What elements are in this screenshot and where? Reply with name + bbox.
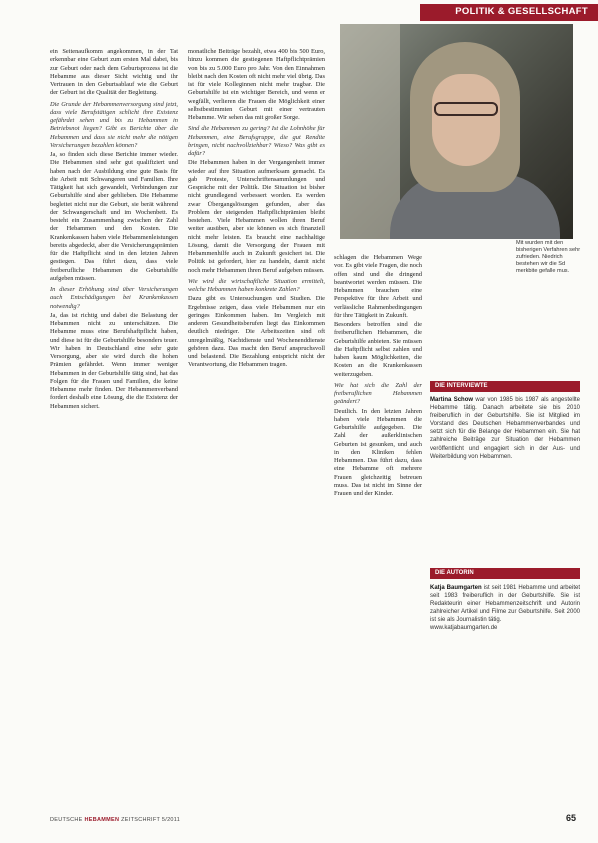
question: Wie hat sich die Zahl der freiberuflichen Hebammen geändert? — [334, 381, 422, 406]
box-header-author: DIE AUTORIN — [430, 568, 580, 579]
interviewee-name: Martina Schow — [430, 397, 474, 403]
footer — [50, 817, 180, 823]
paragraph: schlagen die Hebammen Wege vor. Es gibt viele Fragen, die noch offen sind und die dringend beantwortet werden müssen. Die Hebammen brauchen eine Perspektive für ihre Arbeit und verlässliche Rahmenbedingungen für ihre Tätigkeit in Zukunft. — [334, 254, 422, 319]
footer-right: ZEITSCHRIFT 5/2011 — [121, 817, 181, 823]
paragraph: Deutlich. In den letzten Jahren haben viele Hebammen die Geburtshilfe aufgegeben. Die Zahl der außerklinischen Geburten ist gesunken, und auch in den Kliniken fehlen Hebammen. Das führt dazu, dass eine Hebamme oft mehrere Frauen gleichzeitig betreuen muss. Das ist nicht im Sinne der Frauen und der Kinder. — [334, 407, 422, 497]
portrait-photo — [340, 24, 573, 239]
section-header — [420, 4, 598, 21]
question: In dieser Erhöhung sind über Versicherungen auch Entschädigungen bei Krankenkassen notwendig? — [50, 286, 178, 310]
column-3 — [334, 254, 422, 499]
footer-left: DEUTSCHE — [50, 817, 83, 823]
interviewee-box — [430, 396, 580, 461]
paragraph: Ja, das ist richtig und dabei die Belastung der Hebammen nicht zu unterschätzen. Die Hebamme muss eine Berufshaftpflicht haben, und diese ist für die Geburtshilfe besonders teuer. Wir haben in Deutschland eine sehr gute Versorgung, aber sie wird durch die hohen Prämien gefährdet. Wenn immer weniger Hebammen in der Geburtshilfe tätig sind, hat das Folgen für die Frauen und Familien, die keine Hebamme mehr finden. Der Hebammenverband fordert deshalb eine Lösung, die die Existenz der Hebammen sichert. — [50, 311, 178, 410]
photo-caption: Mit wurden mit den bisherigen Verfahren sehr zufrieden. Niedrich bestehen wir die Sd merkbite gefalle mus. — [516, 240, 581, 274]
author-website-link[interactable]: www.katjabaumgarten.de — [430, 625, 498, 632]
paragraph: ein Seitenaufkomm angekommen, in der Tat erkennbar eine Geburt zum ersten Mal dabei, bis zur Geburt oder nach dem Geburtsprozess ist die Hebamme aus dieser Sicht wichtig und ihr Vertrauen in den Geburtsablauf wie die Geburt der Geburt ist die Qualität der Begleitung. — [50, 48, 178, 97]
column-2 — [188, 48, 325, 371]
section-title: POLITIK & GESELLSCHAFT — [455, 6, 588, 17]
box-header-interviewee: DIE INTERVIEWTE — [430, 381, 580, 392]
question: Die Grunde der Hebammenversorgung sind jetzt, dass viele Berufstätigen schlicht ihre Existenz gefährdet sehen und bis zu Hebammen in Betriebsnot liegen? Gibt es Berichte über die Hebammen und dass sie nicht mehr die nötigen Versicherungen bezahlen können? — [50, 100, 178, 149]
paragraph: Dazu gibt es Untersuchungen und Studien. Die Ergebnisse zeigen, dass viele Hebammen nur ein geringes Einkommen haben. Im Vergleich mit anderen Gesundheitsberufen liegt das Einkommen deutlich niedriger. Die Arbeitszeiten sind oft unregelmäßig, Nachtdienste und Wochenenddienste gehören dazu. Das macht den Beruf anspruchsvoll und belastend. Die Bezahlung entspricht nicht der Verantwortung, die Hebammen tragen. — [188, 295, 325, 369]
interviewee-bio: war von 1985 bis 1987 als angestellte Hebamme tätig. Danach arbeitete sie bis 2010 freiberuflich in der Geburtshilfe. Sie ist Mitglied im Vorstand des Deutschen Hebammenverbandes und setzt sich für die Belange der Hebammen ein. Sie hat zahlreiche Beiträge zur Situation der Hebammen veröffentlicht und engagiert sich in der Aus- und Weiterbildung von Hebammen. — [430, 397, 581, 460]
author-name: Katja Baumgarten — [430, 585, 482, 591]
question: Wie wird die wirtschaftliche Situation ermittelt, welche Hebammen haben konkrete Zahlen? — [188, 277, 325, 293]
column-1 — [50, 48, 178, 412]
paragraph: Ja, so finden sich diese Berichte immer wieder. Die Hebammen sind sehr gut qualifiziert und haben nach der Ausbildung eine gute Basis für die Arbeit mit Schwangeren und Familien. Ihre Tätigkeit hat sich gewandelt, Verbindungen zur Geburtshilfe sind aber geblieben. Die Hebamme begleitet nicht nur die Geburt, sie berät während der Schwangerschaft und im Wochenbett. Es besteht ein Zusammenhang zwischen der Zahl der Hebammen und den Kosten. Die Krankenkassen haben viele Hebammenleistungen bereits abgedeckt, aber die Versicherungsprämien für die Haftpflicht sind in den letzten Jahren gestiegen. Das führt dazu, dass viele freiberufliche Hebammen die Geburtshilfe aufgeben müssen. — [50, 151, 178, 282]
paragraph: monatliche Beiträge bezahlt, etwa 400 bis 500 Euro, hinzu kommen die gestiegenen Haftpflichtprämien von bis zu 5.000 Euro pro Jahr. Von den Einnahmen bleibt nach den Kosten oft nicht mehr viel übrig. Das ist für viele Kolleginnen nicht mehr tragbar. Die Geburtshilfe ist ein wichtiger Bereich, und wenn er wegfällt, verlieren die Frauen die Möglichkeit einer selbstbestimmten Geburt mit einer vertrauten Hebamme. Wir sehen das mit großer Sorge. — [188, 48, 325, 121]
author-box — [430, 584, 580, 633]
author-bio: ist seit 1981 Hebamme und arbeitet seit 1983 freiberuflich in der Geburtshilfe. Sie ist Redakteurin einer Hebammenzeitschrift und Autorin zahlreicher Artikel und Filme zur Geburtshilfe. Seit 2000 ist sie als Journalistin tätig. — [430, 585, 580, 624]
footer-brand: HEBAMMEN — [84, 817, 120, 823]
page-number: 65 — [566, 813, 577, 823]
paragraph: Besonders betroffen sind die freiberuflichen Hebammen, die Geburtshilfe anbieten. Sie müssen die Haftpflicht selbst zahlen und haben kaum Möglichkeiten, die Kosten an die Krankenkassen weiterzugeben. — [334, 321, 422, 378]
question: Sind die Hebammen zu gering? Ist die Lohnhöhe für Hebammen, eine Berufsgruppe, die gut Rendite bringen, nicht nachvollziehbar? Wieso? Was gibt es dafür? — [188, 125, 325, 157]
paragraph: Die Hebammen haben in der Vergangenheit immer wieder auf ihre Situation aufmerksam gemacht. Es gab Proteste, Unterschriftensammlungen und Gespräche mit der Politik. Die Situation ist bisher nicht grundlegend verbessert worden. Es werden zwar Übergangslösungen gefunden, aber das Problem der steigenden Haftpflichtprämien bleibt bestehen. Viele Hebammen wollen ihren Beruf weiter ausüben, aber sie können es sich finanziell nicht mehr leisten. Es braucht eine nachhaltige Lösung, damit die Versorgung der Frauen mit Hebammenhilfe auch in Zukunft gesichert ist. Die Politik ist gefordert, hier zu handeln, damit nicht noch mehr Hebammen ihren Beruf aufgeben müssen. — [188, 159, 325, 274]
